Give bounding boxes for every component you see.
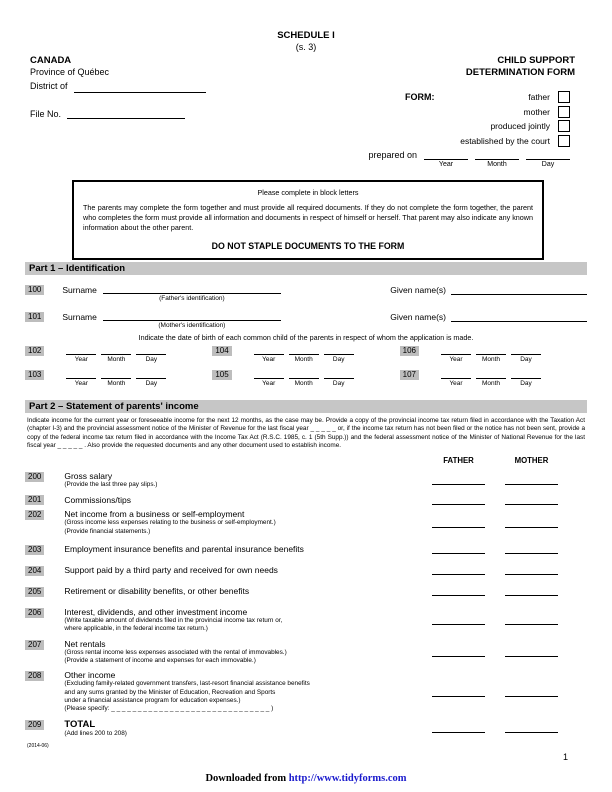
prepared-day-field[interactable] [526, 150, 570, 160]
prepared-day-slot [526, 150, 570, 168]
line-number-chip: 205 [25, 587, 44, 597]
mother-column-header: MOTHER [514, 456, 549, 465]
amount-207-father[interactable] [432, 647, 485, 657]
dob-day-field[interactable] [511, 370, 541, 379]
dob-month-field[interactable] [289, 370, 319, 379]
income-row-203 [25, 544, 558, 555]
prepared-month-field[interactable] [475, 150, 519, 160]
mother-identification-row [25, 311, 587, 329]
amount-200-mother[interactable] [505, 475, 558, 485]
line-number-chip: 209 [25, 720, 44, 730]
year-label: Year [449, 380, 463, 387]
month-label: Month [481, 356, 501, 363]
year-label: Year [438, 161, 454, 168]
income-note: (Write taxable amount of dividends filed in the provincial income tax return or, [64, 616, 283, 624]
dob-month-field[interactable] [289, 346, 319, 355]
given-names-mother-group [390, 311, 587, 322]
notice-body: The parents may complete the form together and must provide all required documents. If they do not complete the form together, the parent who completes the form must provide all information and documents in respect of himself or herself. That parent may also indicate any known information about the other parent. [83, 203, 533, 233]
income-row-201 [25, 494, 558, 505]
year-label: Year [74, 356, 88, 363]
option-established-court-label: established by the court [460, 135, 550, 146]
month-label: Month [481, 380, 501, 387]
income-label: Interest, dividends, and other investment income [64, 606, 248, 617]
day-label: Day [145, 356, 158, 363]
dob-day-field[interactable] [136, 370, 166, 379]
income-note: where applicable, in the federal income tax return.) [64, 625, 208, 633]
income-label: Net rentals [64, 638, 106, 649]
surname-label: Surname [62, 285, 97, 295]
day-label: Day [145, 380, 158, 387]
amount-202-father[interactable] [432, 518, 485, 528]
father-column-header: FATHER [443, 456, 474, 465]
option-father-label: father [528, 92, 550, 102]
part2-header-bar: Part 2 – Statement of parents' income [25, 400, 587, 413]
given-names-label: Given name(s) [390, 312, 446, 322]
day-label: Day [520, 380, 532, 387]
day-label: Day [332, 356, 345, 363]
form-title-line2: DETERMINATION FORM [465, 67, 575, 79]
part2-intro: Indicate income for the current year or foreseeable income for the next 12 months, as the case may be. Provide a copy of the provincial income tax return filed in accordance with the Taxation Act (chapter I-3) and the provincial assessment notice of the Minister of Revenue for the last fiscal year _ _ _ _ _ or, if the income tax return has not been filed or the notice has not been sent, provide a copy of the federal income tax return filed in accordance with the Income Tax Act (R.S.C. 1985, c. 1 (5th Supp.)) and the federal assessment notice of the Minister of National Revenue for the last fiscal year _ _ _ _ _ . Also provide the requested documents and any other document used to establish income. [27, 417, 585, 450]
income-row-207 [25, 639, 558, 666]
dob-year-field[interactable] [254, 370, 284, 379]
income-note: (Gross rental income less expenses associated with the rental of immovables.) [64, 648, 287, 656]
option-mother-label: mother [523, 106, 550, 117]
form-title-block [466, 55, 575, 80]
income-note-specify[interactable]: (Please specify: _ _ _ _ _ _ _ _ _ _ _ _ _ _ _ _ _ _ _ _ _ _ _ _ _ _ _ _ _ _ ) [64, 705, 274, 713]
line-number-chip: 201 [25, 495, 44, 505]
dob-group-106 [400, 346, 587, 363]
province-label: Province of Québec [30, 67, 110, 78]
income-row-206 [25, 607, 558, 634]
dob-year-field[interactable] [66, 346, 96, 355]
parent-column-headers [432, 456, 558, 465]
mother-checkbox[interactable] [558, 106, 570, 118]
schedule-title: SCHEDULE I [277, 30, 335, 41]
line-number-chip: 203 [25, 545, 44, 555]
dob-month-field[interactable] [476, 370, 506, 379]
dob-day-field[interactable] [324, 346, 354, 355]
income-row-204 [25, 565, 558, 576]
line-number-chip: 103 [25, 370, 44, 380]
dob-year-field[interactable] [441, 346, 471, 355]
dob-group-105 [212, 370, 399, 387]
surname-label: Surname [62, 312, 97, 322]
income-label: Employment insurance benefits and parental insurance benefits [64, 544, 304, 555]
month-label: Month [294, 356, 313, 363]
year-label: Year [74, 380, 88, 387]
dob-row [25, 346, 587, 363]
surname-father-fieldgroup [103, 284, 281, 302]
income-note: (Excluding family-related government transfers, last-resort financial assistance benefits [64, 680, 310, 688]
total-note: (Add lines 200 to 208) [64, 729, 127, 737]
schedule-title-block [0, 30, 612, 52]
father-identification-row [25, 284, 587, 302]
amount-207-mother[interactable] [505, 647, 558, 657]
income-note: (Gross income less expenses relating to the business or self-employment.) [64, 519, 276, 527]
month-label: Month [107, 356, 126, 363]
given-names-label: Given name(s) [390, 285, 446, 295]
income-note: (Provide financial statements.) [64, 527, 151, 535]
form-origin-options [405, 91, 570, 149]
amount-201-father[interactable] [432, 495, 485, 505]
dob-year-field[interactable] [66, 370, 96, 379]
income-label: Support paid by a third party and received for own needs [64, 565, 278, 576]
file-no-field[interactable] [67, 108, 185, 119]
produced-jointly-checkbox[interactable] [558, 120, 570, 132]
file-no-row [30, 108, 185, 119]
surname-father-field[interactable] [103, 284, 281, 294]
month-label: Month [107, 380, 126, 387]
page-number: 1 [562, 752, 568, 762]
dob-month-field[interactable] [101, 370, 131, 379]
dob-row [25, 370, 587, 387]
income-label: Gross salary [64, 471, 113, 481]
income-row-208 [25, 670, 558, 713]
amount-208-father[interactable] [432, 687, 485, 697]
amount-204-father[interactable] [432, 565, 485, 575]
amount-202-mother[interactable] [505, 518, 558, 528]
form-option-row [405, 135, 570, 147]
dob-instruction: Indicate the date of birth of each common child of the parents in respect of whom the application is made. [138, 333, 474, 342]
income-note: under a financial assistance program for education expenses.) [64, 696, 241, 704]
dob-group-107 [400, 370, 587, 387]
country-label: CANADA [30, 55, 72, 66]
line-number-chip: 104 [212, 346, 231, 356]
surname-mother-field[interactable] [103, 311, 281, 321]
day-label: Day [541, 161, 555, 168]
notice-line1: Please complete in block letters [257, 188, 359, 197]
given-names-mother-field[interactable] [451, 311, 587, 322]
form-label: FORM: [405, 92, 435, 102]
line-number-chip: 107 [400, 370, 419, 380]
dob-day-field[interactable] [324, 370, 354, 379]
amount-208-mother[interactable] [505, 687, 558, 697]
district-field[interactable] [74, 82, 206, 93]
income-row-202 [25, 509, 558, 536]
dob-grid [25, 346, 587, 394]
year-label: Year [262, 356, 276, 363]
amount-203-mother[interactable] [505, 544, 558, 554]
part1-header-bar: Part 1 – Identification [25, 262, 587, 275]
amount-204-mother[interactable] [505, 565, 558, 575]
income-label: Retirement or disability benefits, or other benefits [64, 586, 250, 597]
form-option-row [405, 120, 570, 132]
month-label: Month [294, 380, 313, 387]
dob-day-field[interactable] [136, 346, 166, 355]
amount-209-mother[interactable] [505, 723, 558, 733]
prepared-year-field[interactable] [424, 150, 468, 160]
line-number-chip: 101 [25, 312, 44, 322]
dob-day-field[interactable] [511, 346, 541, 355]
income-row-205 [25, 586, 558, 597]
given-names-father-field[interactable] [451, 284, 587, 295]
mother-identification-sublabel: (Mother's identification) [158, 322, 226, 329]
amount-206-mother[interactable] [505, 615, 558, 625]
file-no-label: File No. [30, 109, 62, 119]
income-label: Other income [64, 670, 116, 681]
dob-group-104 [212, 346, 399, 363]
schedule-section-ref: (s. 3) [295, 42, 317, 52]
dob-year-field[interactable] [441, 370, 471, 379]
income-lines [25, 471, 558, 738]
dob-group-103 [25, 370, 212, 387]
established-by-court-checkbox[interactable] [558, 135, 570, 147]
line-number-chip: 202 [25, 510, 44, 520]
income-label: Commissions/tips [64, 494, 131, 505]
dob-month-field[interactable] [101, 346, 131, 355]
form-title-line1: CHILD SUPPORT [497, 55, 575, 66]
surname-mother-fieldgroup [103, 311, 281, 329]
income-note: (Provide the last three pay slips.) [64, 481, 158, 488]
form-option-row [405, 91, 570, 103]
income-label: Net income from a business or self-employment [64, 509, 245, 520]
line-number-chip: 100 [25, 285, 44, 295]
amount-201-mother[interactable] [505, 495, 558, 505]
line-number-chip: 200 [25, 472, 44, 482]
father-identification-sublabel: (Father's identification) [159, 295, 225, 302]
form-version: (2014-06) [27, 743, 49, 749]
dob-year-field[interactable] [254, 346, 284, 355]
dob-group-102 [25, 346, 212, 363]
line-number-chip: 105 [212, 370, 231, 380]
line-number-chip: 102 [25, 346, 44, 356]
day-label: Day [520, 356, 532, 363]
line-number-chip: 106 [400, 346, 419, 356]
prepared-on-row [368, 150, 570, 168]
amount-205-father[interactable] [432, 586, 485, 596]
download-footer [0, 773, 612, 784]
year-label: Year [262, 380, 276, 387]
given-names-father-group [390, 284, 587, 295]
amount-203-father[interactable] [432, 544, 485, 554]
amount-206-father[interactable] [432, 615, 485, 625]
father-checkbox[interactable] [558, 91, 570, 103]
prepared-month-slot [475, 150, 519, 168]
total-label: TOTAL [64, 718, 96, 730]
day-label: Day [332, 380, 345, 387]
amount-205-mother[interactable] [505, 586, 558, 596]
year-label: Year [449, 356, 463, 363]
line-number-chip: 208 [25, 671, 44, 681]
download-prefix: Downloaded from [205, 773, 289, 784]
notice-box [72, 180, 544, 260]
income-note: (Provide a statement of income and expenses for each immovable.) [64, 656, 256, 664]
line-number-chip: 204 [25, 566, 44, 576]
income-row-209-total [25, 719, 558, 738]
amount-209-father[interactable] [432, 723, 485, 733]
line-number-chip: 207 [25, 640, 44, 650]
form-option-row [405, 106, 570, 118]
prepared-year-slot [424, 150, 468, 168]
notice-warning: DO NOT STAPLE DOCUMENTS TO THE FORM [211, 241, 405, 252]
month-label: Month [487, 161, 507, 168]
district-label: District of [30, 81, 68, 92]
amount-200-father[interactable] [432, 475, 485, 485]
option-produced-jointly-label: produced jointly [490, 121, 550, 131]
header-left [30, 55, 206, 93]
dob-month-field[interactable] [476, 346, 506, 355]
income-row-200 [25, 471, 558, 489]
income-note: and any sums granted by the Minister of Education, Recreation and Sports [64, 688, 276, 696]
prepared-on-label: prepared on [368, 150, 417, 160]
download-url-link[interactable]: http://www.tidyforms.com [288, 773, 407, 784]
line-number-chip: 206 [25, 608, 44, 618]
